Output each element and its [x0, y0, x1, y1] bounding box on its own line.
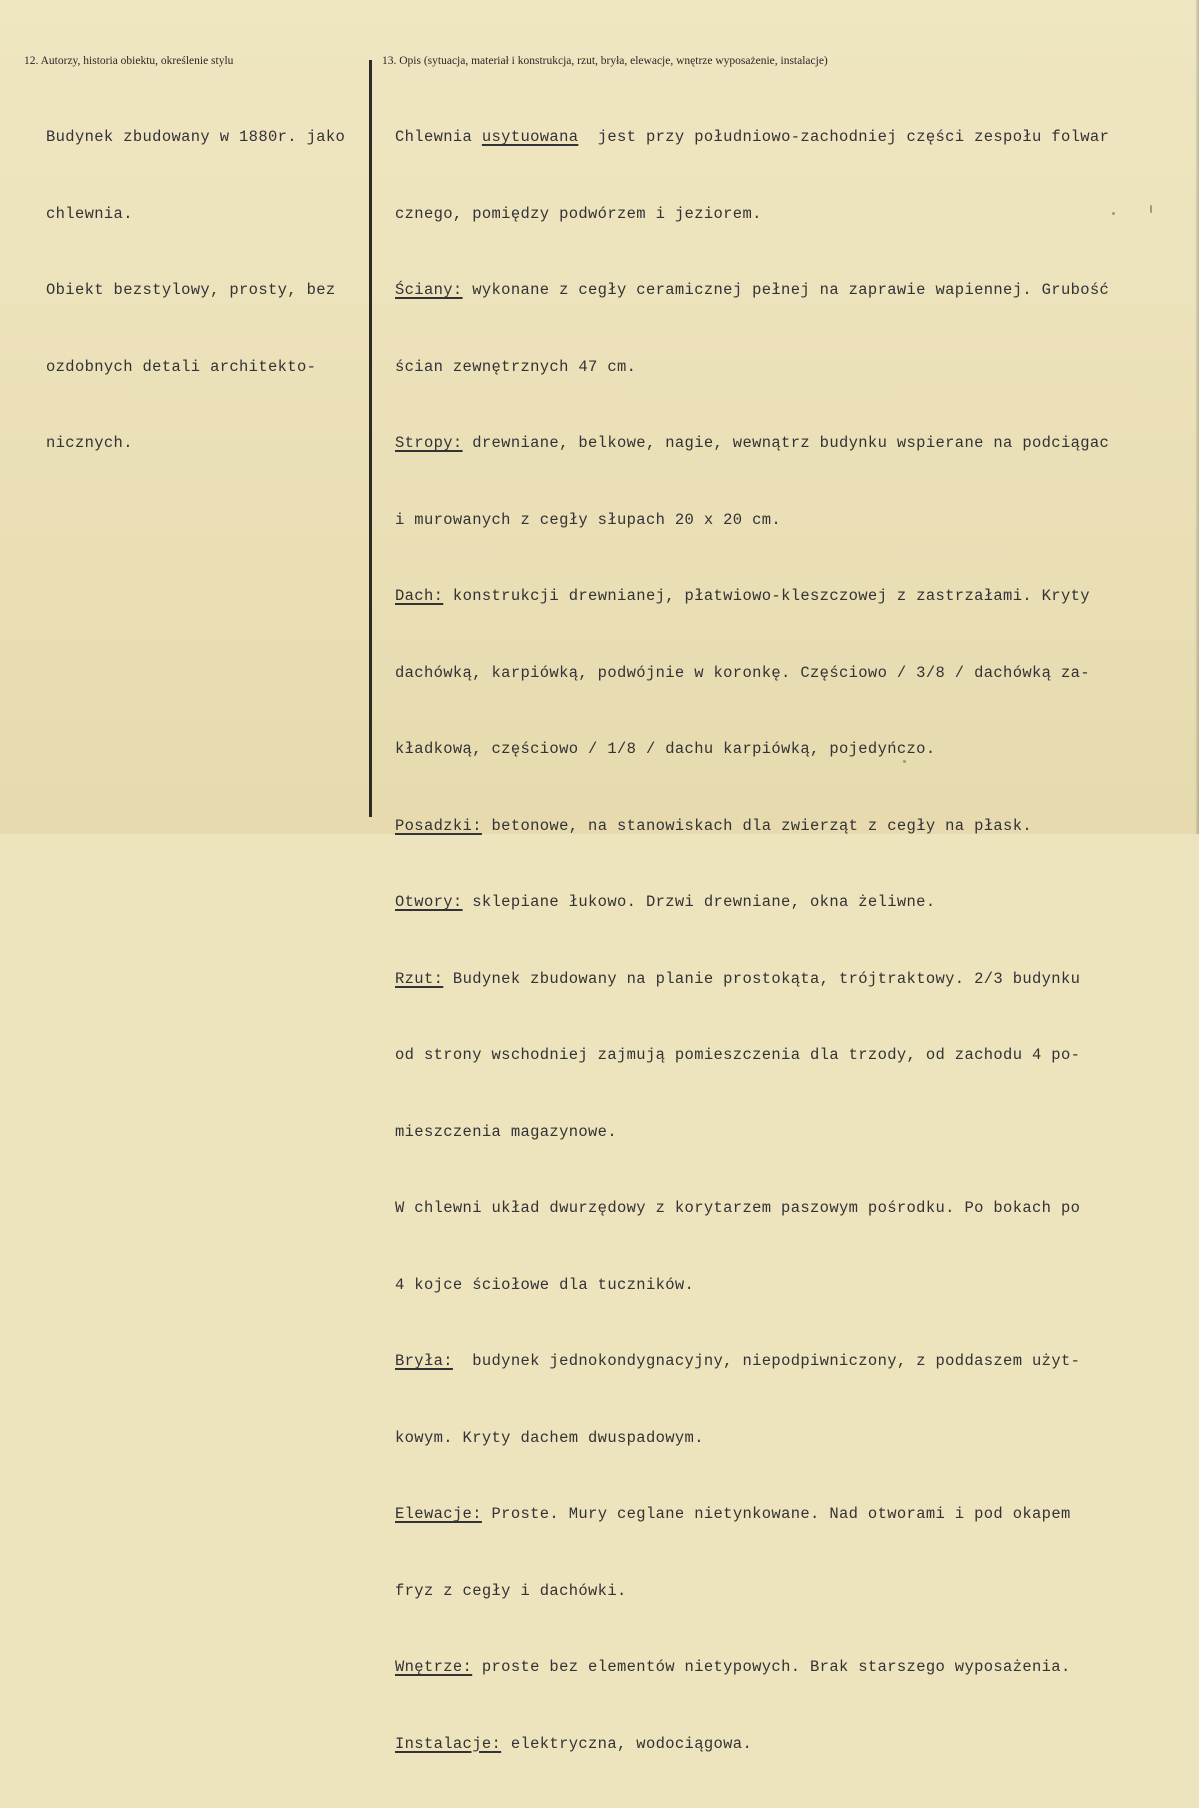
section-12-header: 12. Autorzy, historia obiektu, określenie stylu	[24, 55, 234, 67]
line-text: mieszczenia magazynowe.	[395, 1122, 617, 1141]
line-text: ścian zewnętrznych 47 cm.	[395, 357, 637, 376]
text-line	[395, 1426, 1109, 1452]
field-label: Otwory:	[395, 893, 463, 911]
line-text: sklepiane łukowo. Drzwi drewniane, okna żeliwne.	[462, 893, 936, 911]
line-text: cznego, pomiędzy podwórzem i jeziorem.	[395, 204, 762, 223]
text-line	[395, 1196, 1109, 1222]
paper-speck	[903, 760, 906, 763]
text-line	[395, 967, 1109, 993]
line-text: konstrukcji drewnianej, płatwiowo-kleszczowej z zastrzałami. Kryty	[443, 587, 1090, 605]
text-line	[395, 1502, 1109, 1528]
line-text: betonowe, na stanowiskach dla zwierząt z cegły na płask.	[481, 816, 1033, 835]
field-label: Bryła:	[395, 1352, 453, 1370]
line-text: proste bez elementów nietypowych. Brak starszego wyposażenia.	[472, 1658, 1071, 1676]
field-label: Elewacje:	[395, 1505, 482, 1523]
text-line	[395, 1273, 1109, 1299]
line-text: budynek jednokondygnacyjny, niepodpiwniczony, z poddaszem użyt-	[452, 1352, 1081, 1370]
text-line	[395, 508, 1109, 534]
field-label: Instalacje:	[395, 1734, 502, 1753]
field-label: Posadzki:	[395, 816, 482, 835]
page-edge-shadow	[1195, 0, 1199, 834]
field-label: Wnętrze:	[395, 1658, 473, 1676]
text-line: ozdobnych detali architekto-	[46, 357, 317, 376]
text-line	[395, 661, 1109, 687]
section-13-header: 13. Opis (sytuacja, materiał i konstrukcja, rzut, bryła, elewacje, wnętrze wyposażenie, instalacje)	[382, 55, 828, 67]
text-line	[395, 1349, 1109, 1375]
line-text: fryz z cegły i dachówki.	[395, 1581, 627, 1600]
text-line	[395, 1655, 1109, 1681]
text-line	[395, 814, 1109, 840]
text-line	[395, 1043, 1109, 1069]
line-text: W chlewni układ dwurzędowy z korytarzem paszowym pośrodku. Po bokach po	[395, 1199, 1081, 1217]
text-line: Obiekt bezstylowy, prosty, bez	[46, 281, 336, 299]
field-label: Dach:	[395, 587, 444, 605]
line-text: od strony wschodniej zajmują pomieszczenia dla trzody, od zachodu 4 po-	[395, 1046, 1081, 1064]
text-line	[395, 278, 1109, 304]
text-line	[395, 1120, 1109, 1146]
text-line: Budynek zbudowany w 1880r. jako	[46, 128, 346, 146]
line-text: dachówką, karpiówką, podwójnie w koronkę. Częściowo / 3/8 / dachówką za-	[395, 663, 1090, 682]
column-divider	[369, 60, 372, 817]
line-text: 4 kojce ściołowe dla tuczników.	[395, 1275, 695, 1294]
field-label: Rzut:	[395, 969, 444, 988]
line-text: i murowanych z cegły słupach 20 x 20 cm.	[395, 510, 782, 529]
text-line	[395, 202, 1109, 228]
line-text: jest przy południowo-zachodniej części zespołu folwar	[578, 128, 1110, 146]
field-label: Ściany:	[395, 281, 463, 299]
text-line	[395, 737, 1109, 763]
line-text: elektryczna, wodociągowa.	[501, 1734, 753, 1753]
text-line	[395, 125, 1109, 151]
text-line	[395, 584, 1109, 610]
line-text: Chlewnia	[395, 128, 482, 146]
line-text: kowym. Kryty dachem dwuspadowym.	[395, 1428, 704, 1447]
underlined-word: usytuowana	[481, 128, 579, 146]
paper-speck	[1150, 205, 1152, 213]
text-line	[395, 1732, 1109, 1758]
text-line: nicznych.	[46, 434, 133, 452]
text-line	[395, 890, 1109, 916]
text-line: chlewnia.	[46, 204, 133, 223]
paper-speck	[1112, 212, 1115, 215]
section-12-text	[46, 74, 345, 508]
section-13-text	[395, 74, 1109, 1808]
line-text: Proste. Mury ceglane nietynkowane. Nad otworami i pod okapem	[481, 1505, 1071, 1523]
text-line	[395, 355, 1109, 381]
text-line	[395, 431, 1109, 457]
line-text: wykonane z cegły ceramicznej pełnej na zaprawie wapiennej. Grubość	[462, 281, 1110, 299]
line-text: drewniane, belkowe, nagie, wewnątrz budynku wspierane na podciągac	[462, 434, 1110, 452]
line-text: kładkową, częściowo / 1/8 / dachu karpiówką, pojedyńczo.	[395, 740, 936, 758]
text-line	[395, 1579, 1109, 1605]
line-text: Budynek zbudowany na planie prostokąta, trójtraktowy. 2/3 budynku	[443, 969, 1081, 988]
field-label: Stropy:	[395, 434, 463, 452]
